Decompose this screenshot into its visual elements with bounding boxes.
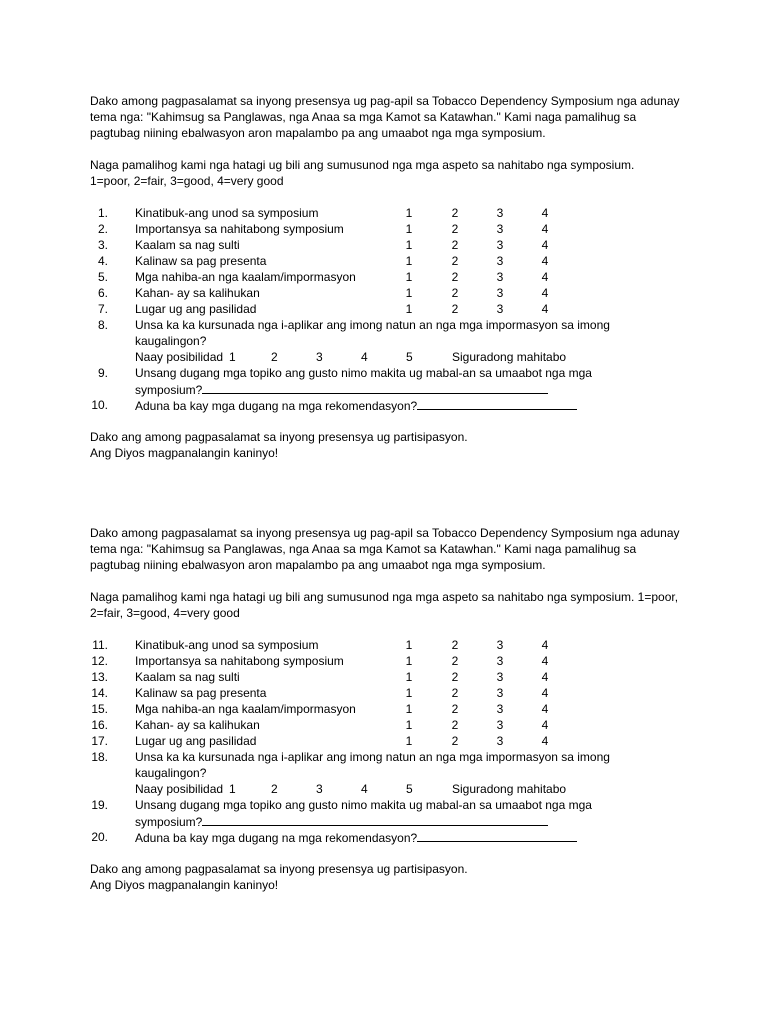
rating-3[interactable]: 3 xyxy=(496,718,504,732)
item-text: Kahan- ay sa kalihukan xyxy=(135,718,260,732)
rating-1[interactable]: 1 xyxy=(405,270,413,284)
rated-item xyxy=(90,301,690,317)
item-number: 15. xyxy=(91,702,108,716)
question-text: Unsang dugang mga topiko ang gusto nimo makita ug mabal-an sa umaabot nga mga xyxy=(135,366,592,380)
rated-item xyxy=(90,669,690,685)
rating-4[interactable]: 4 xyxy=(541,238,549,252)
item-number: 16. xyxy=(91,718,108,732)
item-number: 12. xyxy=(91,654,108,668)
rated-item xyxy=(90,685,690,701)
rating-3[interactable]: 3 xyxy=(496,222,504,236)
scale-start-label: Naay posibilidad xyxy=(135,782,224,796)
rating-1[interactable]: 1 xyxy=(405,238,413,252)
rated-item xyxy=(90,269,690,285)
rating-3[interactable]: 3 xyxy=(496,734,504,748)
rating-2[interactable]: 2 xyxy=(451,702,459,716)
rating-4[interactable]: 4 xyxy=(541,702,549,716)
rating-2[interactable]: 2 xyxy=(451,686,459,700)
rating-3[interactable]: 3 xyxy=(496,638,504,652)
rating-4[interactable]: 4 xyxy=(541,734,549,748)
answer-blank[interactable] xyxy=(417,397,577,410)
rating-2[interactable]: 2 xyxy=(451,270,459,284)
rating-2[interactable]: 2 xyxy=(451,222,459,236)
scale-end-label: Siguradong mahitabo xyxy=(452,782,567,796)
question-text-cont: symposium? xyxy=(135,383,203,397)
rating-1[interactable]: 1 xyxy=(405,638,413,652)
item-text: Kinatibuk-ang unod sa symposium xyxy=(135,206,319,220)
question-recommendations xyxy=(90,829,690,845)
rated-item xyxy=(90,253,690,269)
question-topics xyxy=(90,365,690,381)
scale-option-1[interactable]: 1 xyxy=(229,782,236,796)
scale-option-5[interactable]: 5 xyxy=(406,350,413,364)
rated-item xyxy=(90,221,690,237)
answer-blank[interactable] xyxy=(202,381,548,394)
rating-1[interactable]: 1 xyxy=(405,222,413,236)
question-text-cont: kaugalingon? xyxy=(135,334,207,348)
scale-start-label: Naay posibilidad xyxy=(135,350,224,364)
question-continuation xyxy=(90,765,690,781)
rating-2[interactable]: 2 xyxy=(451,734,459,748)
rating-2[interactable]: 2 xyxy=(451,670,459,684)
rating-4[interactable]: 4 xyxy=(541,302,549,316)
rating-3[interactable]: 3 xyxy=(496,686,504,700)
item-text: Kaalam sa nag sulti xyxy=(135,238,240,252)
rating-3[interactable]: 3 xyxy=(496,302,504,316)
instructions: Naga pamalihog kami nga hatagi ug bili ang sumusunod nga mga aspeto sa nahitabo nga symposium. 1=poor, 2=fair, 3=good, 4=very good xyxy=(90,590,679,620)
item-text: Importansya sa nahitabong symposium xyxy=(135,222,344,236)
rating-1[interactable]: 1 xyxy=(405,718,413,732)
question-continuation xyxy=(90,333,690,349)
scale-option-1[interactable]: 1 xyxy=(229,350,236,364)
item-text: Kaalam sa nag sulti xyxy=(135,670,240,684)
rating-2[interactable]: 2 xyxy=(451,286,459,300)
rating-2[interactable]: 2 xyxy=(451,206,459,220)
rating-3[interactable]: 3 xyxy=(496,270,504,284)
rating-1[interactable]: 1 xyxy=(405,734,413,748)
item-text: Lugar ug ang pasilidad xyxy=(135,302,257,316)
question-text: Unsang dugang mga topiko ang gusto nimo makita ug mabal-an sa umaabot nga mga xyxy=(135,798,592,812)
question-text: Unsa ka ka kursunada nga i-aplikar ang imong natun an nga mga impormasyon sa imong xyxy=(135,750,610,764)
item-text: Mga nahiba-an nga kaalam/impormasyon xyxy=(135,702,356,716)
item-number: 7. xyxy=(97,302,108,316)
scale-option-4[interactable]: 4 xyxy=(361,782,368,796)
rated-item xyxy=(90,701,690,717)
intro-paragraph: Dako among pagpasalamat sa inyong presensya ug pag-apil sa Tobacco Dependency Symposium nga adunay tema nga: "Kahimsug sa Panglawas, nga Anaa sa mga Kamot sa Katawhan." Kami naga pamalihug sa pagtubag niining ebalwasyon aron mapalambo pa ang umaabot nga mga symposium. xyxy=(90,94,680,140)
item-number: 14. xyxy=(91,686,108,700)
rated-item xyxy=(90,717,690,733)
rating-3[interactable]: 3 xyxy=(496,286,504,300)
likelihood-scale xyxy=(90,349,690,365)
rated-item xyxy=(90,205,690,221)
item-number: 6. xyxy=(97,286,108,300)
item-number: 20. xyxy=(91,830,108,844)
question-text: Aduna ba kay mga dugang na mga rekomendasyon? xyxy=(135,399,418,413)
question-continuation xyxy=(90,381,690,397)
rating-1[interactable]: 1 xyxy=(405,254,413,268)
question-recommendations xyxy=(90,397,690,413)
rating-4[interactable]: 4 xyxy=(541,222,549,236)
answer-blank[interactable] xyxy=(417,829,577,842)
rating-4[interactable]: 4 xyxy=(541,286,549,300)
rating-3[interactable]: 3 xyxy=(496,702,504,716)
item-number: 18. xyxy=(91,750,108,764)
intro-paragraph: Dako among pagpasalamat sa inyong presensya ug pag-apil sa Tobacco Dependency Symposium nga adunay tema nga: "Kahimsug sa Panglawas, nga Anaa sa mga Kamot sa Katawhan." Kami naga pamalihug sa pagtubag niining ebalwasyon aron mapalambo pa ang umaabot nga mga symposium. xyxy=(90,526,680,572)
scale-option-2[interactable]: 2 xyxy=(271,782,278,796)
scale-end-label: Siguradong mahitabo xyxy=(452,350,567,364)
closing-message: Dako ang among pagpasalamat sa inyong presensya ug partisipasyon. Ang Diyos magpanalangin kaninyo! xyxy=(90,430,468,460)
rating-1[interactable]: 1 xyxy=(405,686,413,700)
scale-option-5[interactable]: 5 xyxy=(406,782,413,796)
item-text: Lugar ug ang pasilidad xyxy=(135,734,257,748)
item-text: Kinatibuk-ang unod sa symposium xyxy=(135,638,319,652)
rating-1[interactable]: 1 xyxy=(405,654,413,668)
rating-4[interactable]: 4 xyxy=(541,670,549,684)
rated-item xyxy=(90,733,690,749)
evaluation-form-1 xyxy=(90,93,690,461)
rating-1[interactable]: 1 xyxy=(405,702,413,716)
scale-option-3[interactable]: 3 xyxy=(316,350,323,364)
likelihood-scale xyxy=(90,781,690,797)
question-text-cont: symposium? xyxy=(135,815,203,829)
rating-2[interactable]: 2 xyxy=(451,302,459,316)
question-text: Aduna ba kay mga dugang na mga rekomendasyon? xyxy=(135,831,418,845)
item-number: 17. xyxy=(91,734,108,748)
item-text: Importansya sa nahitabong symposium xyxy=(135,654,344,668)
rating-1[interactable]: 1 xyxy=(405,286,413,300)
closing-message: Dako ang among pagpasalamat sa inyong presensya ug partisipasyon. Ang Diyos magpanalangin kaninyo! xyxy=(90,862,468,892)
question-continuation xyxy=(90,813,690,829)
rating-4[interactable]: 4 xyxy=(541,638,549,652)
rating-1[interactable]: 1 xyxy=(405,670,413,684)
rating-3[interactable]: 3 xyxy=(496,670,504,684)
item-text: Kalinaw sa pag presenta xyxy=(135,254,267,268)
scale-option-3[interactable]: 3 xyxy=(316,782,323,796)
rating-4[interactable]: 4 xyxy=(541,270,549,284)
item-number: 19. xyxy=(91,798,108,812)
instructions: Naga pamalihog kami nga hatagi ug bili ang sumusunod nga mga aspeto sa nahitabo nga symposium. 1=poor, 2=fair, 3=good, 4=very good xyxy=(90,158,635,188)
rating-3[interactable]: 3 xyxy=(496,206,504,220)
rating-4[interactable]: 4 xyxy=(541,206,549,220)
rating-2[interactable]: 2 xyxy=(451,254,459,268)
rating-4[interactable]: 4 xyxy=(541,718,549,732)
rated-item xyxy=(90,653,690,669)
item-number: 3. xyxy=(97,238,108,252)
item-number: 2. xyxy=(97,222,108,236)
evaluation-form-2 xyxy=(90,525,690,893)
item-number: 10. xyxy=(91,398,108,412)
rating-2[interactable]: 2 xyxy=(451,718,459,732)
rating-1[interactable]: 1 xyxy=(405,206,413,220)
question-text: Unsa ka ka kursunada nga i-aplikar ang imong natun an nga mga impormasyon sa imong xyxy=(135,318,610,332)
scale-option-2[interactable]: 2 xyxy=(271,350,278,364)
item-number: 9. xyxy=(97,366,108,380)
question-topics xyxy=(90,797,690,813)
rated-item xyxy=(90,637,690,653)
question-apply xyxy=(90,749,690,765)
item-text: Kalinaw sa pag presenta xyxy=(135,686,267,700)
item-number: 4. xyxy=(97,254,108,268)
rated-item xyxy=(90,237,690,253)
rating-3[interactable]: 3 xyxy=(496,654,504,668)
rating-3[interactable]: 3 xyxy=(496,238,504,252)
rating-4[interactable]: 4 xyxy=(541,686,549,700)
rating-3[interactable]: 3 xyxy=(496,254,504,268)
item-number: 8. xyxy=(97,318,108,332)
question-text-cont: kaugalingon? xyxy=(135,766,207,780)
scale-option-4[interactable]: 4 xyxy=(361,350,368,364)
item-number: 13. xyxy=(91,670,108,684)
rating-2[interactable]: 2 xyxy=(451,654,459,668)
rating-2[interactable]: 2 xyxy=(451,238,459,252)
rated-item xyxy=(90,285,690,301)
rating-2[interactable]: 2 xyxy=(451,638,459,652)
item-number: 5. xyxy=(97,270,108,284)
question-apply xyxy=(90,317,690,333)
item-text: Kahan- ay sa kalihukan xyxy=(135,286,260,300)
rating-4[interactable]: 4 xyxy=(541,254,549,268)
answer-blank[interactable] xyxy=(202,813,548,826)
item-number: 1. xyxy=(97,206,108,220)
rating-1[interactable]: 1 xyxy=(405,302,413,316)
item-text: Mga nahiba-an nga kaalam/impormasyon xyxy=(135,270,356,284)
item-number: 11. xyxy=(92,638,108,652)
rating-4[interactable]: 4 xyxy=(541,654,549,668)
